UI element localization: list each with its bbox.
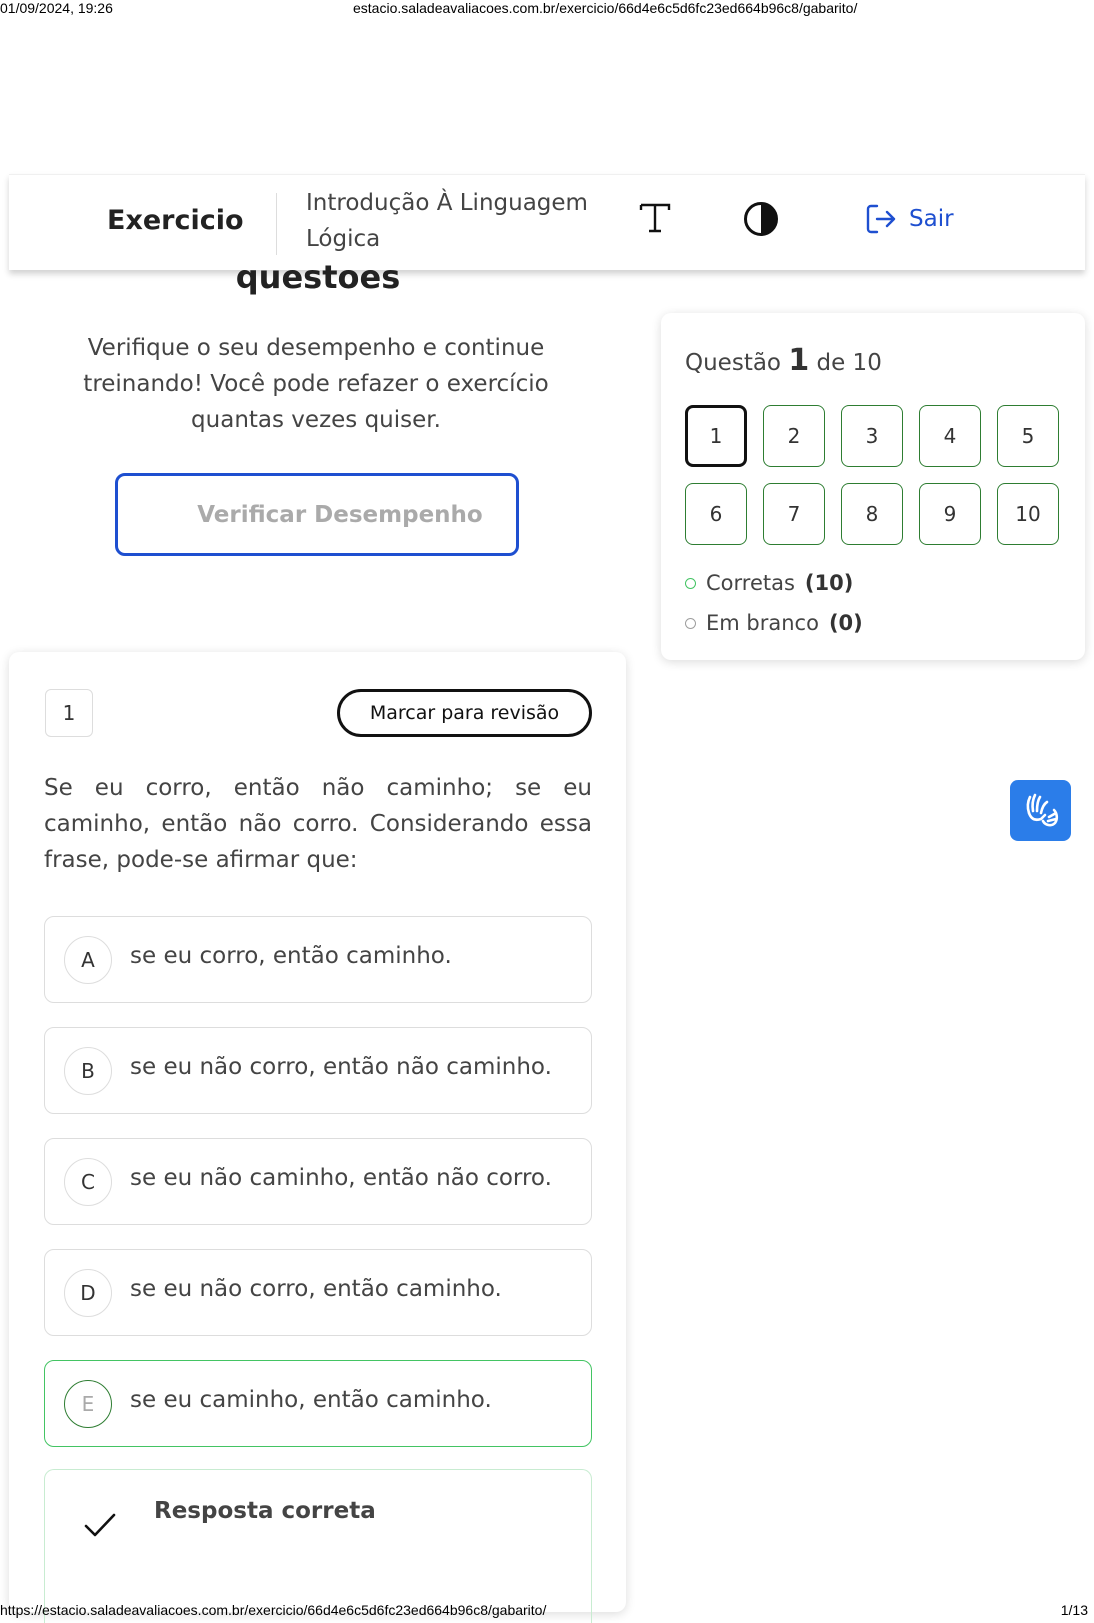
intro-text: Verifique o seu desempenho e continue treinando! Você pode refazer o exercício quantas vezes quiser. <box>83 335 549 433</box>
navigator-title-suffix: de 10 <box>816 350 882 376</box>
font-size-icon[interactable] <box>638 201 672 235</box>
question-button-2[interactable]: 2 <box>763 405 825 467</box>
navbar-divider <box>276 193 277 255</box>
question-number-badge: 1 <box>45 689 93 737</box>
alternative-letter: B <box>64 1047 112 1095</box>
current-question-number: 1 <box>788 343 810 378</box>
verify-performance-button[interactable]: Verificar Desempenho <box>115 473 519 556</box>
legend-blank <box>685 611 863 635</box>
feedback-title: Resposta correta <box>154 1498 376 1524</box>
question-navigator <box>661 313 1085 660</box>
alternative-text: se eu não caminho, então não corro. <box>130 1165 552 1191</box>
logout-label: Sair <box>909 206 954 232</box>
question-button-1[interactable]: 1 <box>685 405 747 467</box>
alternative-letter: A <box>64 936 112 984</box>
alternative-text: se eu não corro, então caminho. <box>130 1276 502 1302</box>
question-card <box>9 652 626 1612</box>
question-button-6[interactable]: 6 <box>685 483 747 545</box>
question-button-5[interactable]: 5 <box>997 405 1059 467</box>
alternative-d[interactable] <box>44 1249 592 1336</box>
course-title: Introdução À Linguagem Lógica <box>306 190 588 252</box>
alternative-text: se eu corro, então caminho. <box>130 943 452 969</box>
top-navbar <box>9 174 1085 270</box>
print-url-top: estacio.saladeavaliacoes.com.br/exercicio/66d4e6c5d6fc23ed664b96c8/gabarito/ <box>353 0 858 16</box>
legend-blank-label: Em branco <box>706 611 819 635</box>
legend-correct-count: (10) <box>804 571 854 595</box>
blank-dot-icon <box>685 618 696 629</box>
question-button-3[interactable]: 3 <box>841 405 903 467</box>
mark-for-review-button[interactable]: Marcar para revisão <box>337 689 592 737</box>
sign-language-button[interactable] <box>1010 780 1071 841</box>
check-icon <box>83 1510 117 1540</box>
print-url-bottom: https://estacio.saladeavaliacoes.com.br/exercicio/66d4e6c5d6fc23ed664b96c8/gabarito/ <box>0 1602 547 1618</box>
answer-feedback <box>44 1469 592 1623</box>
alternative-letter: C <box>64 1158 112 1206</box>
sign-language-icon <box>1021 791 1061 831</box>
logout-icon <box>865 203 897 235</box>
question-button-9[interactable]: 9 <box>919 483 981 545</box>
alternative-text: se eu caminho, então caminho. <box>130 1387 492 1413</box>
question-button-7[interactable]: 7 <box>763 483 825 545</box>
print-page-number: 1/13 <box>1060 1602 1088 1618</box>
alternative-b[interactable] <box>44 1027 592 1114</box>
contrast-icon[interactable] <box>743 201 779 237</box>
alternative-c[interactable] <box>44 1138 592 1225</box>
alternative-letter: E <box>64 1380 112 1428</box>
legend-blank-count: (0) <box>828 611 863 635</box>
alternative-a[interactable] <box>44 916 592 1003</box>
legend-correct-label: Corretas <box>706 571 795 595</box>
question-statement: Se eu corro, então não caminho; se eu caminho, então não corro. Considerando essa frase, pode-se afirmar que: <box>44 775 592 873</box>
alternative-e[interactable] <box>44 1360 592 1447</box>
page-heading: questoes <box>235 258 401 296</box>
navigator-title <box>685 343 882 378</box>
question-grid <box>685 405 1059 545</box>
question-button-8[interactable]: 8 <box>841 483 903 545</box>
question-button-4[interactable]: 4 <box>919 405 981 467</box>
alternative-text: se eu não corro, então não caminho. <box>130 1054 552 1080</box>
question-button-10[interactable]: 10 <box>997 483 1059 545</box>
brand-title: Exercicio <box>107 205 244 236</box>
alternative-letter: D <box>64 1269 112 1317</box>
navigator-title-prefix: Questão <box>685 350 781 376</box>
correct-dot-icon <box>685 578 696 589</box>
print-datetime: 01/09/2024, 19:26 <box>0 0 113 16</box>
legend-correct <box>685 571 853 595</box>
logout-button[interactable] <box>865 201 954 237</box>
